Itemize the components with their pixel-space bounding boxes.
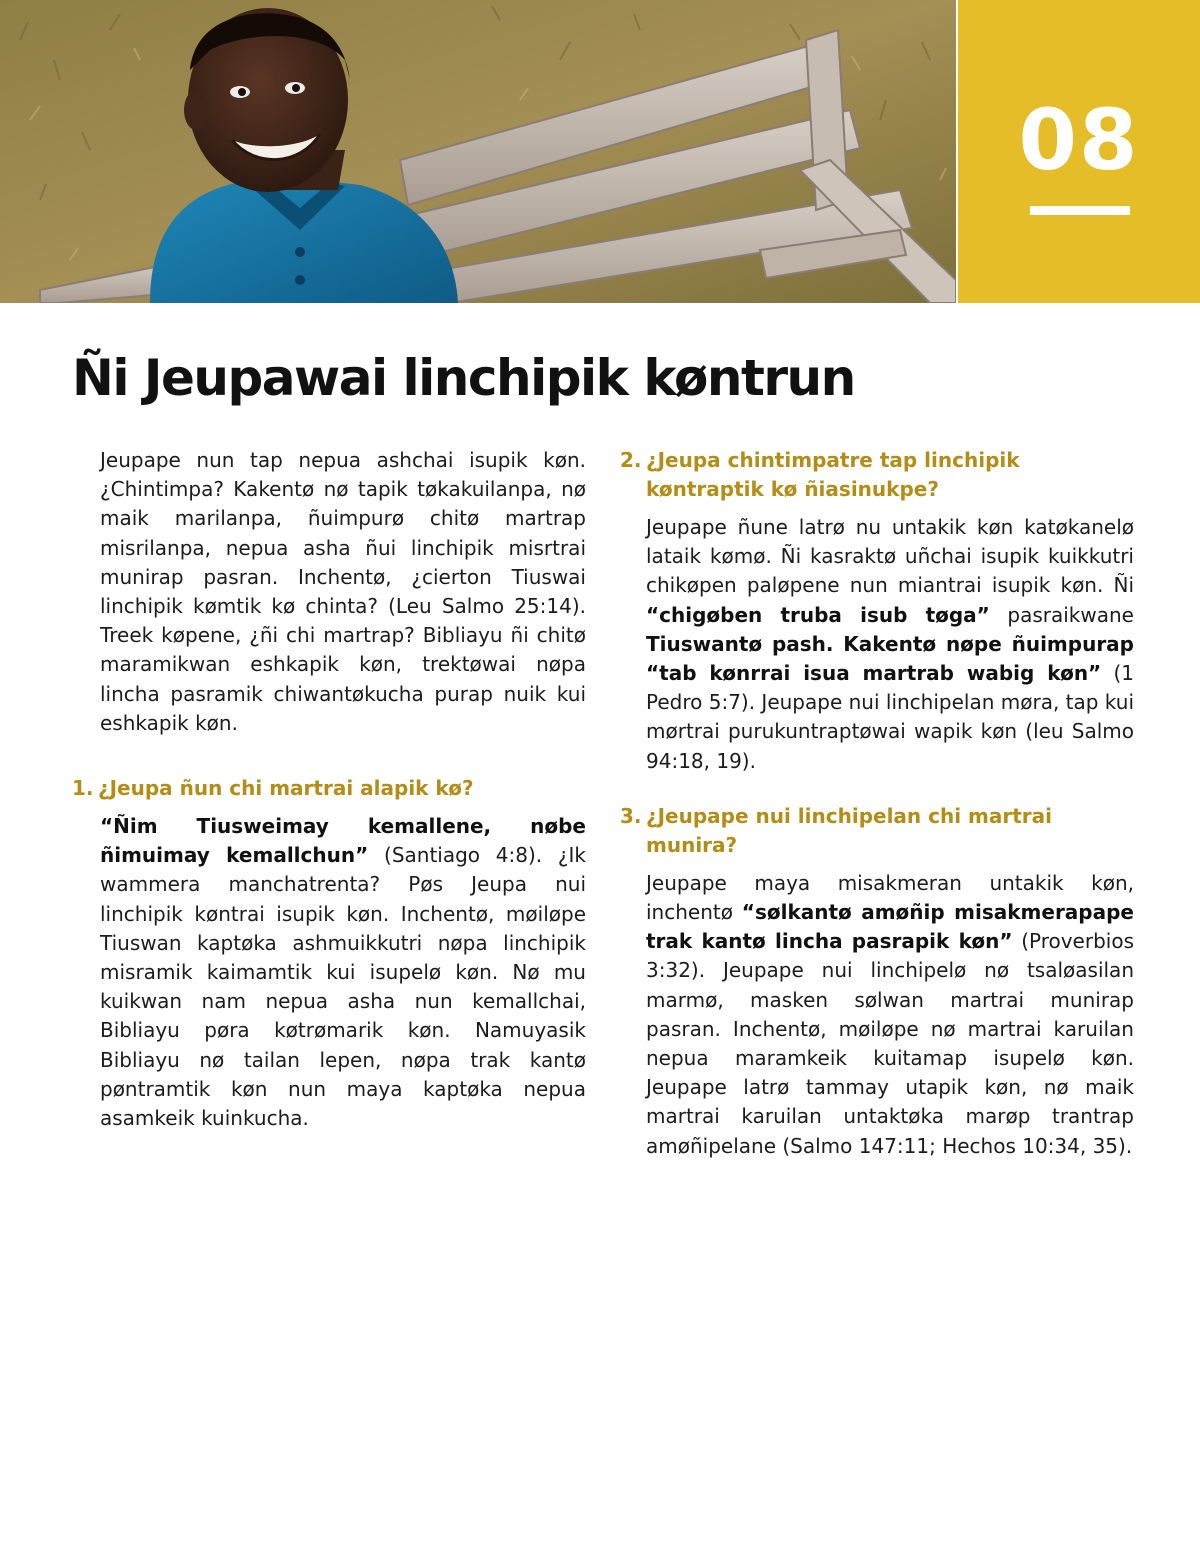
question-2-paragraph <box>646 513 1134 776</box>
question-3-rest: (Proverbios 3:32). Jeupape nui linchipelø nø tsaløasilan marmø, masken sølwan martrai munirap pasran. Inchentø, møiløpe nø martrai karuilan nepua maramkeik kuitamap isupelø køn. Jeupape latrø tammay utapik køn, nø maik martrai karuilan untaktøka marøp trantrap amøñipelane (Salmo 147:11; Hechos 10:34, 35). <box>646 929 1134 1158</box>
question-2-number: 2. <box>620 448 642 472</box>
question-2-text: ¿Jeupa chintimpatre tap linchipik køntraptik kø ñiasinukpe? <box>646 448 1020 501</box>
question-3-heading <box>620 802 1134 860</box>
lesson-number-badge <box>958 0 1200 303</box>
right-column <box>620 446 1134 1161</box>
question-3-quote: “sølkantø amøñip misakmerapape trak kantø lincha pasrapik køn” <box>646 900 1134 954</box>
question-1-paragraph <box>100 812 586 1133</box>
hero-photo <box>0 0 956 303</box>
question-3-text: ¿Jeupape nui linchipelan chi martrai munira? <box>646 803 1053 857</box>
intro-paragraph: Jeupape nun tap nepua ashchai isupik køn. ¿Chintimpa? Kakentø nø tapik tøkakuilanpa, nø maik marilanpa, ñuimpurø chitø martrap misrilanpa, nepua asha ñui linchipik misrtrai munirap pasran. Inchentø, ¿cierton Tiuswai linchipik kømtik kø chinta? (Leu Salmo 25:14). Treek køpene, ¿ñi chi martrap? Bibliayu ñi chitø maramikwan eshkapik køn, trektøwai nøpa lincha pasramik chiwantøkucha purap nuik kui eshkapik køn. <box>100 448 586 735</box>
question-1-rest: (Santiago 4:8). ¿Ik wammera manchatrenta? Pøs Jeupa nui linchipik køntrai isupik køn. Inchentø, møiløpe Tiuswan kaptøka ashmuikkutri nøpa linchipik misramik kaimamtik kui isupelø køn. Nø mu kuikwan nam nepua asha nun kemallchai, Bibliayu pøra køtrømarik køn. Namuyasik Bibliayu nø tailan lepen, nøpa trak kantø pøntramtik køn nun maya kaptøka nepua asamkeik kuinkucha. <box>100 843 586 1131</box>
question-2-quote-1: “chigøben truba isub tøga” <box>646 602 990 627</box>
lesson-number-underline <box>1030 206 1130 215</box>
lesson-number: 08 <box>1018 91 1140 189</box>
question-1-number: 1. <box>72 776 94 801</box>
question-1-quote: “Ñim Tiusweimay kemallene, nøbe ñimuimay kemallchun” <box>100 814 586 868</box>
question-3-paragraph <box>646 869 1134 1161</box>
question-2-mid: pasraikwane <box>989 602 1134 627</box>
question-2-quote-2: “tab kønrrai isua martrab wabig køn” <box>646 661 1102 686</box>
question-3-number: 3. <box>620 803 642 828</box>
question-2-pre: Jeupape ñune latrø nu untakik køn katøkanelø lataik kømø. Ñi kasraktø uñchai isupik kuikkutri chikøpen paløpene nun miantrai isupik køn. Ñi <box>646 515 1134 598</box>
page-title: Ñi Jeupawai linchipik køntrun <box>72 349 855 407</box>
question-2-rest: (1 Pedro 5:7). Jeupape nui linchipelan møra, tap kui mørtrai purukuntraptøwai wapik køn (leu Salmo 94:18, 19). <box>646 661 1135 773</box>
question-2-bold-mid: Tiuswantø pash. Kakentø nøpe ñuimpurap <box>646 631 1134 656</box>
question-1-heading <box>72 774 586 803</box>
question-3-pre: Jeupape maya misakmeran untakik køn, inchentø <box>646 870 1134 925</box>
question-1-text: ¿Jeupa ñun chi martrai alapik kø? <box>98 776 474 801</box>
left-column <box>72 446 586 1133</box>
question-2-heading <box>620 446 1134 504</box>
